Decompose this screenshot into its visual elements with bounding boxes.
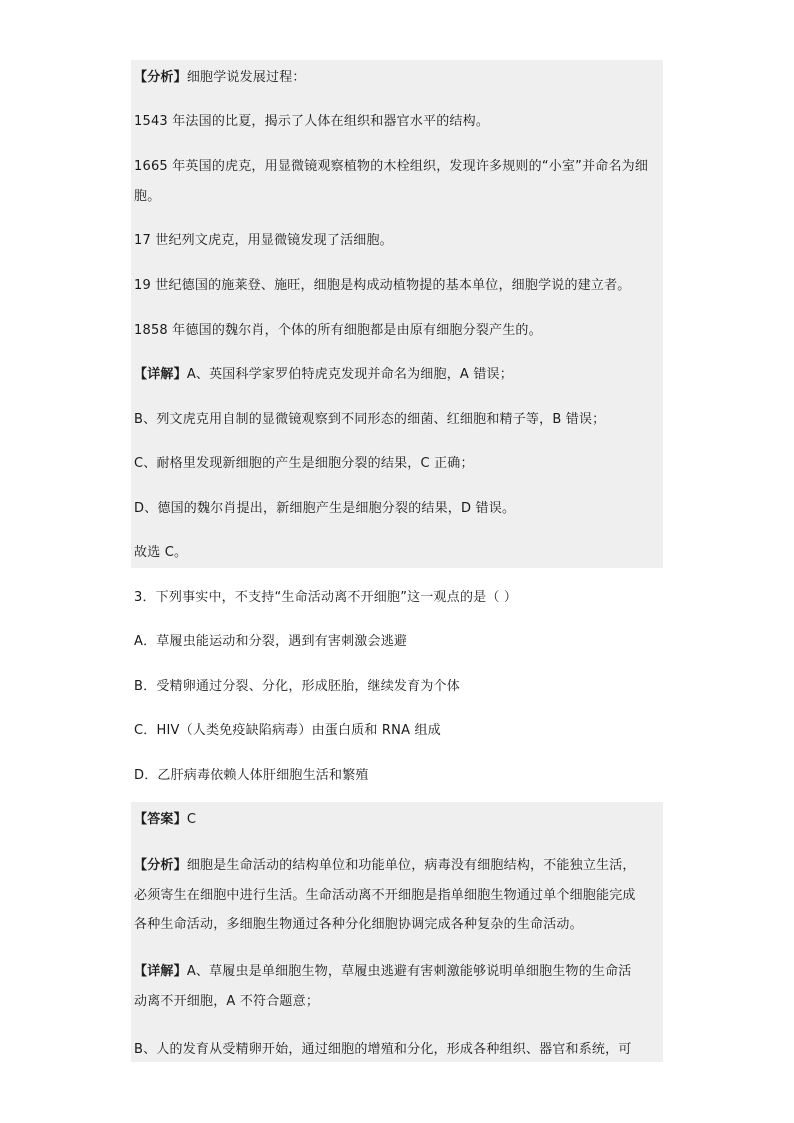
analysis-heading <box>134 68 662 88</box>
analysis3-line <box>134 856 662 876</box>
question-option: B．受精卵通过分裂、分化，形成胚胎，继续发育为个体 <box>134 679 460 694</box>
history-line: 1665 年英国的虎克，用显微镜观察植物的木栓组织，发现许多规则的“小室”并命名为细 <box>134 159 649 174</box>
question-option: D．乙肝病毒依赖人体肝细胞生活和繁殖 <box>134 768 369 783</box>
history-line: 19 世纪德国的施莱登、施旺，细胞是构成动植物提的基本单位，细胞学说的建立者。 <box>134 278 631 293</box>
analysis3-text: 细胞是生命活动的结构单位和功能单位，病毒没有细胞结构，不能独立生活， <box>186 858 636 873</box>
conclusion-line: 故选 C。 <box>134 545 188 560</box>
detail-line: D、德国的魏尔肖提出，新细胞产生是细胞分裂的结果，D 错误。 <box>134 501 516 516</box>
detail3-tag: 【详解】 <box>134 964 187 979</box>
detail-line <box>134 365 662 385</box>
detail-line: B、列文虎克用自制的显微镜观察到不同形态的细菌、红细胞和精子等，B 错误； <box>134 412 606 427</box>
detail3-line: B、人的发育从受精卵开始，通过细胞的增殖和分化，形成各种组织、器官和系统，可 <box>134 1042 632 1057</box>
question-option: C．HIV（人类免疫缺陷病毒）由蛋白质和 RNA 组成 <box>134 723 441 738</box>
detail3-line: 动离不开细胞，A 不符合题意； <box>134 994 320 1009</box>
history-line: 1543 年法国的比夏，揭示了人体在组织和器官水平的结构。 <box>134 114 490 129</box>
detail-tag: 【详解】 <box>134 367 187 382</box>
history-line: 1858 年德国的魏尔肖，个体的所有细胞都是由原有细胞分裂产生的。 <box>134 323 542 338</box>
analysis-heading-text: 细胞学说发展过程： <box>186 70 306 85</box>
detail-text: A、英国科学家罗伯特虎克发现并命名为细胞，A 错误； <box>186 367 513 382</box>
analysis3-tag: 【分析】 <box>134 858 187 873</box>
analysis-tag: 【分析】 <box>134 70 187 85</box>
history-line: 胞。 <box>134 189 161 204</box>
analysis3-line: 各种生命活动，多细胞生物通过各种分化细胞协调完成各种复杂的生命活动。 <box>134 917 583 932</box>
answer-line <box>134 810 662 830</box>
question-stem: 3．下列事实中，不支持“生命活动离不开细胞”这一观点的是（ ） <box>134 590 518 605</box>
answer-tag: 【答案】 <box>134 812 187 827</box>
detail3-text: A、草履虫是单细胞生物，草履虫逃避有害刺激能够说明单细胞生物的生命活 <box>186 964 632 979</box>
detail3-line <box>134 962 662 982</box>
question-option: A．草履虫能运动和分裂，遇到有害刺激会逃避 <box>134 634 408 649</box>
history-line: 17 世纪列文虎克，用显微镜发现了活细胞。 <box>134 233 393 248</box>
analysis3-line: 必须寄生在细胞中进行生活。生命活动离不开细胞是指单细胞生物通过单个细胞能完成 <box>134 888 636 903</box>
answer-value: C <box>186 812 197 827</box>
analysis-background <box>131 60 663 568</box>
detail-line: C、耐格里发现新细胞的产生是细胞分裂的结果，C 正确； <box>134 456 474 471</box>
